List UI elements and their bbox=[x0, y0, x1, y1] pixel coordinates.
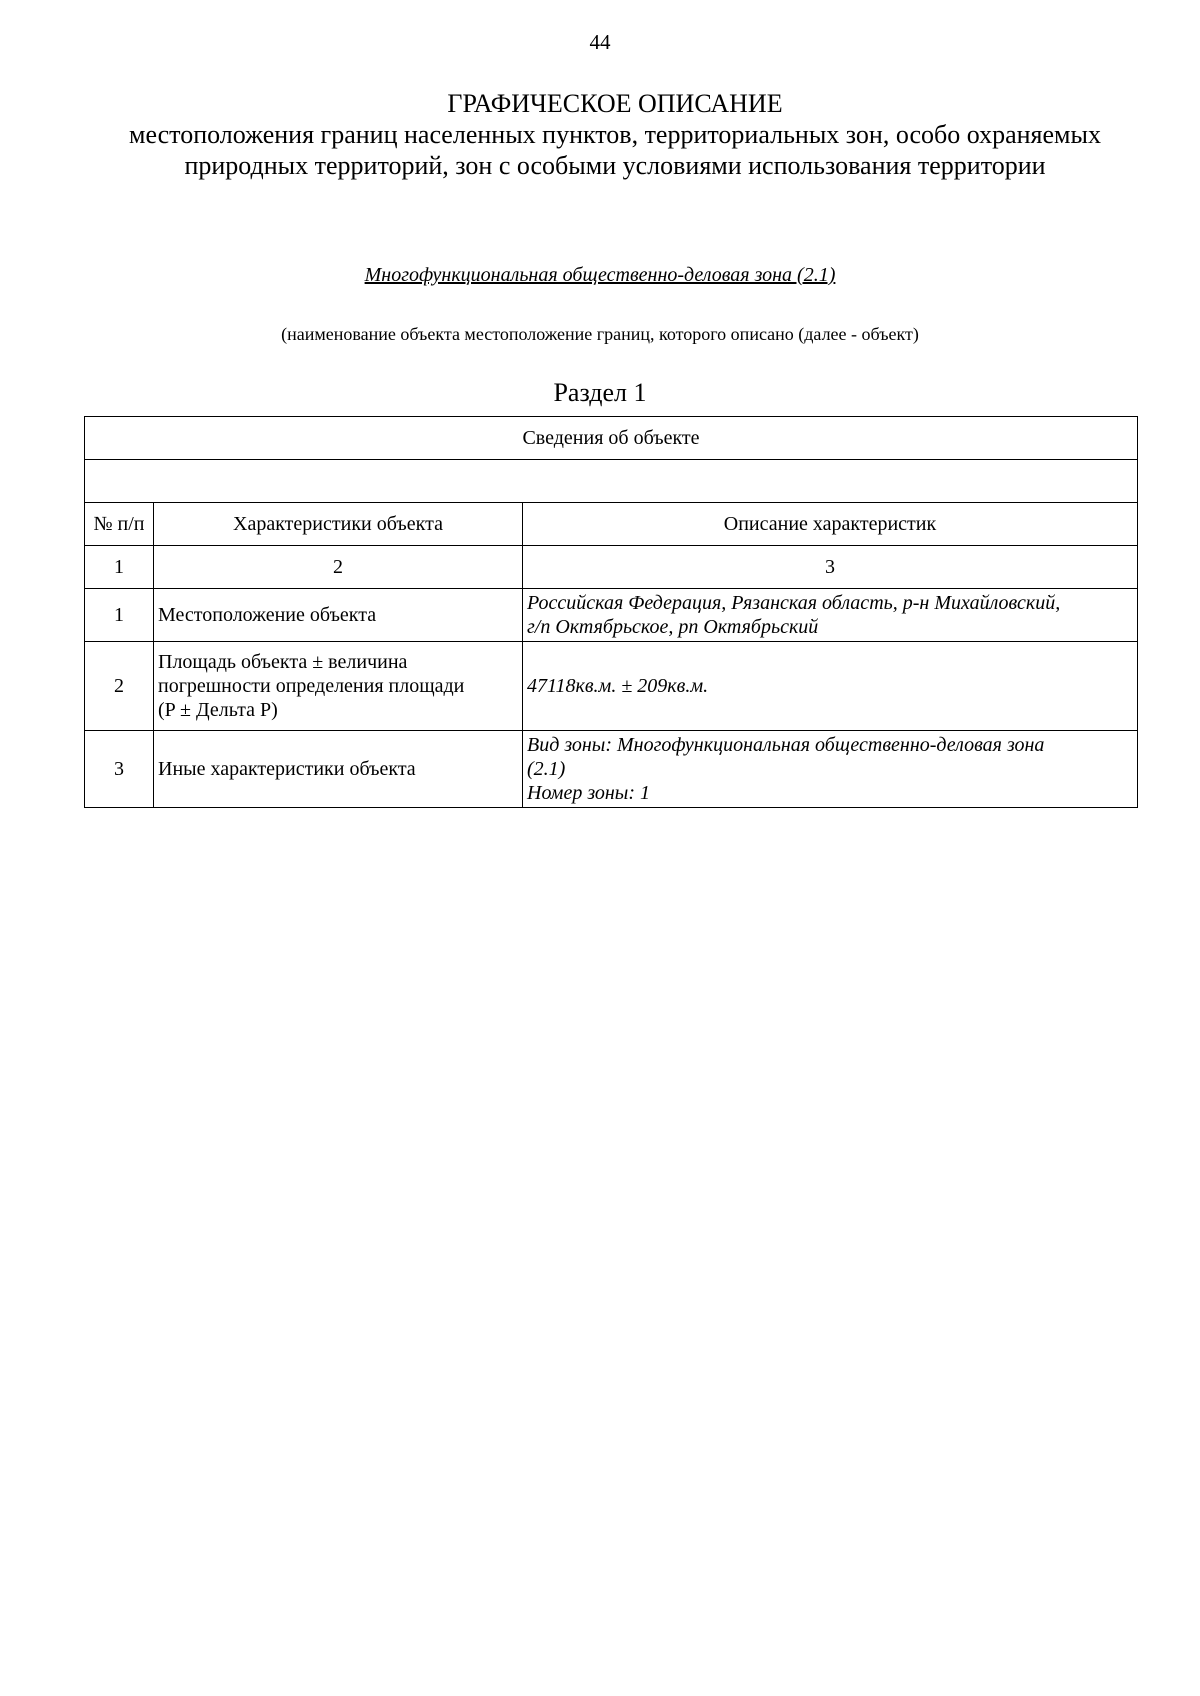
row-description bbox=[523, 589, 1138, 642]
column-number-3: 3 bbox=[523, 546, 1138, 589]
table-caption: Сведения об объекте bbox=[85, 417, 1138, 460]
row-number: 3 bbox=[85, 731, 154, 808]
table-header-row bbox=[85, 503, 1138, 546]
document-title: ГРАФИЧЕСКОЕ ОПИСАНИЕ bbox=[447, 89, 783, 118]
table-column-number-row bbox=[85, 546, 1138, 589]
row-characteristic bbox=[154, 642, 523, 731]
row-characteristic: Иные характеристики объекта bbox=[154, 731, 523, 808]
document-title-block bbox=[120, 88, 1110, 181]
table-caption-row bbox=[85, 417, 1138, 460]
table-row bbox=[85, 589, 1138, 642]
page-number: 44 bbox=[589, 30, 611, 54]
characteristic-line: погрешности определения площади bbox=[158, 675, 465, 697]
document-subtitle: местоположения границ населенных пунктов, территориальных зон, особо охраняемых природных территорий, зон с особыми условиями использования территории bbox=[129, 120, 1101, 180]
description-line: Российская Федерация, Рязанская область, р-н Михайловский, bbox=[527, 592, 1061, 614]
object-name-caption: (наименование объекта местоположение границ, которого описано (далее - объект) bbox=[281, 324, 919, 344]
column-number-2: 2 bbox=[154, 546, 523, 589]
description-line: г/п Октябрьское, рп Октябрьский bbox=[527, 616, 819, 638]
header-characteristic: Характеристики объекта bbox=[154, 503, 523, 546]
column-number-1: 1 bbox=[85, 546, 154, 589]
header-num: № п/п bbox=[85, 503, 154, 546]
row-number: 1 bbox=[85, 589, 154, 642]
object-info-table bbox=[84, 416, 1138, 808]
description-line: Вид зоны: Многофункциональная общественно-деловая зона bbox=[527, 734, 1045, 756]
characteristic-line: Площадь объекта ± величина bbox=[158, 651, 408, 673]
table-row bbox=[85, 642, 1138, 731]
description-line: (2.1) bbox=[527, 758, 566, 780]
row-characteristic: Местоположение объекта bbox=[154, 589, 523, 642]
object-name: Многофункциональная общественно-деловая зона (2.1) bbox=[364, 264, 836, 286]
header-description: Описание характеристик bbox=[523, 503, 1138, 546]
row-description bbox=[523, 731, 1138, 808]
row-description: 47118кв.м. ± 209кв.м. bbox=[523, 642, 1138, 731]
table-empty-row bbox=[85, 460, 1138, 503]
characteristic-line: (P ± Дельта P) bbox=[158, 699, 278, 721]
table-row bbox=[85, 731, 1138, 808]
section-title: Раздел 1 bbox=[553, 378, 647, 407]
table-empty-cell bbox=[85, 460, 1138, 503]
description-line: Номер зоны: 1 bbox=[527, 782, 650, 804]
row-number: 2 bbox=[85, 642, 154, 731]
